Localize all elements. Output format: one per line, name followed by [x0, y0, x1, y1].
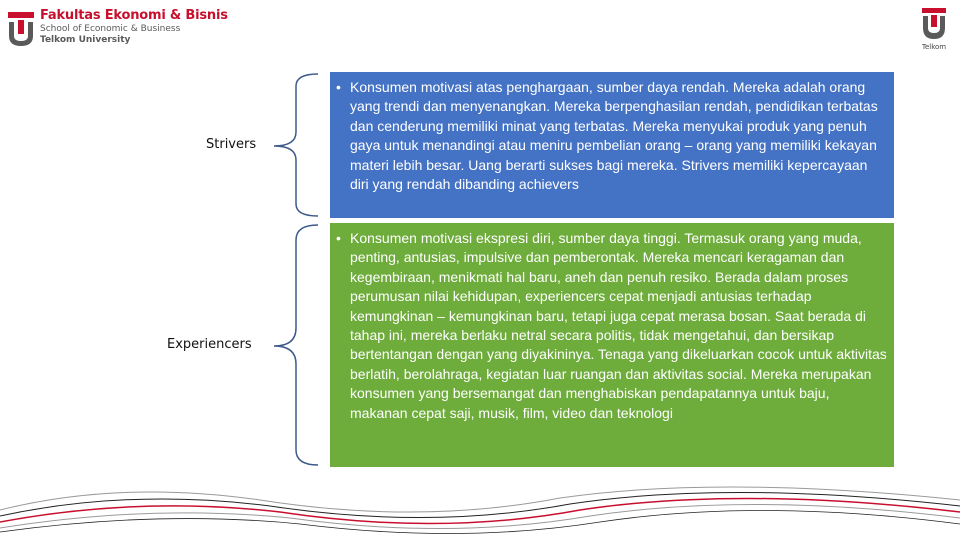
university-name: Telkom University	[40, 35, 131, 45]
segment-label-experiencers: Experiencers	[167, 337, 252, 352]
bracket-strivers	[274, 74, 318, 216]
bullet: •	[336, 79, 341, 95]
bracket-experiencers	[274, 225, 318, 465]
bullet: •	[336, 230, 341, 246]
footer-wave-decoration	[0, 470, 960, 540]
experiencers-description: Konsumen motivasi ekspresi diri, sumber daya tinggi. Termasuk orang yang muda, penting, antusias, impulsive dan pemberontak. Mereka mencari keragaman dan kegembiraan, menikmati hal baru, aneh dan penuh resiko. Berada dalam proses perumusan nilai kehidupan, experiencers cepat menjadi antusias terhadap kemungkinan – kemungkinan baru, tetapi juga cepat merasa bosan. Saat berada di tahap ini, mereka berlaku netral secara politis, tidak mengetahui, dan bersikap bertentangan dengan yang diyakininya. Tenaga yang dikeluarkan cocok untuk aktivitas berlatih, berolahraga, kegiatan luar ruangan dan aktivitas social. Mereka merupakan konsumen yang bersemangat dan menghabiskan pendapatannya untuk baju, makanan cepat saji, musik, film, video dan teknologi	[350, 230, 887, 421]
faculty-subtitle: School of Economic & Business	[40, 24, 181, 34]
strivers-description: Konsumen motivasi atas penghargaan, sumber daya rendah. Mereka adalah orang yang trendi dan menyenangkan. Mereka berpenghasilan rendah, pendidikan terbatas dan cenderung memiliki minat yang terbatas. Mereka menyukai produk yang penuh gaya untuk menandingi atau meniru pembelian orang – orang yang memiliki kekayan materi lebih besar. Uang berarti sukses bagi mereka. Strivers memiliki kepercayaan diri yang rendah dibanding achievers	[350, 79, 878, 193]
telkom-logo-caption: Telkom	[921, 43, 947, 51]
segment-label-strivers: Strivers	[206, 137, 257, 152]
experiencers-description-box	[330, 223, 894, 467]
strivers-description-box	[330, 72, 894, 218]
faculty-title: Fakultas Ekonomi & Bisnis	[40, 8, 228, 23]
